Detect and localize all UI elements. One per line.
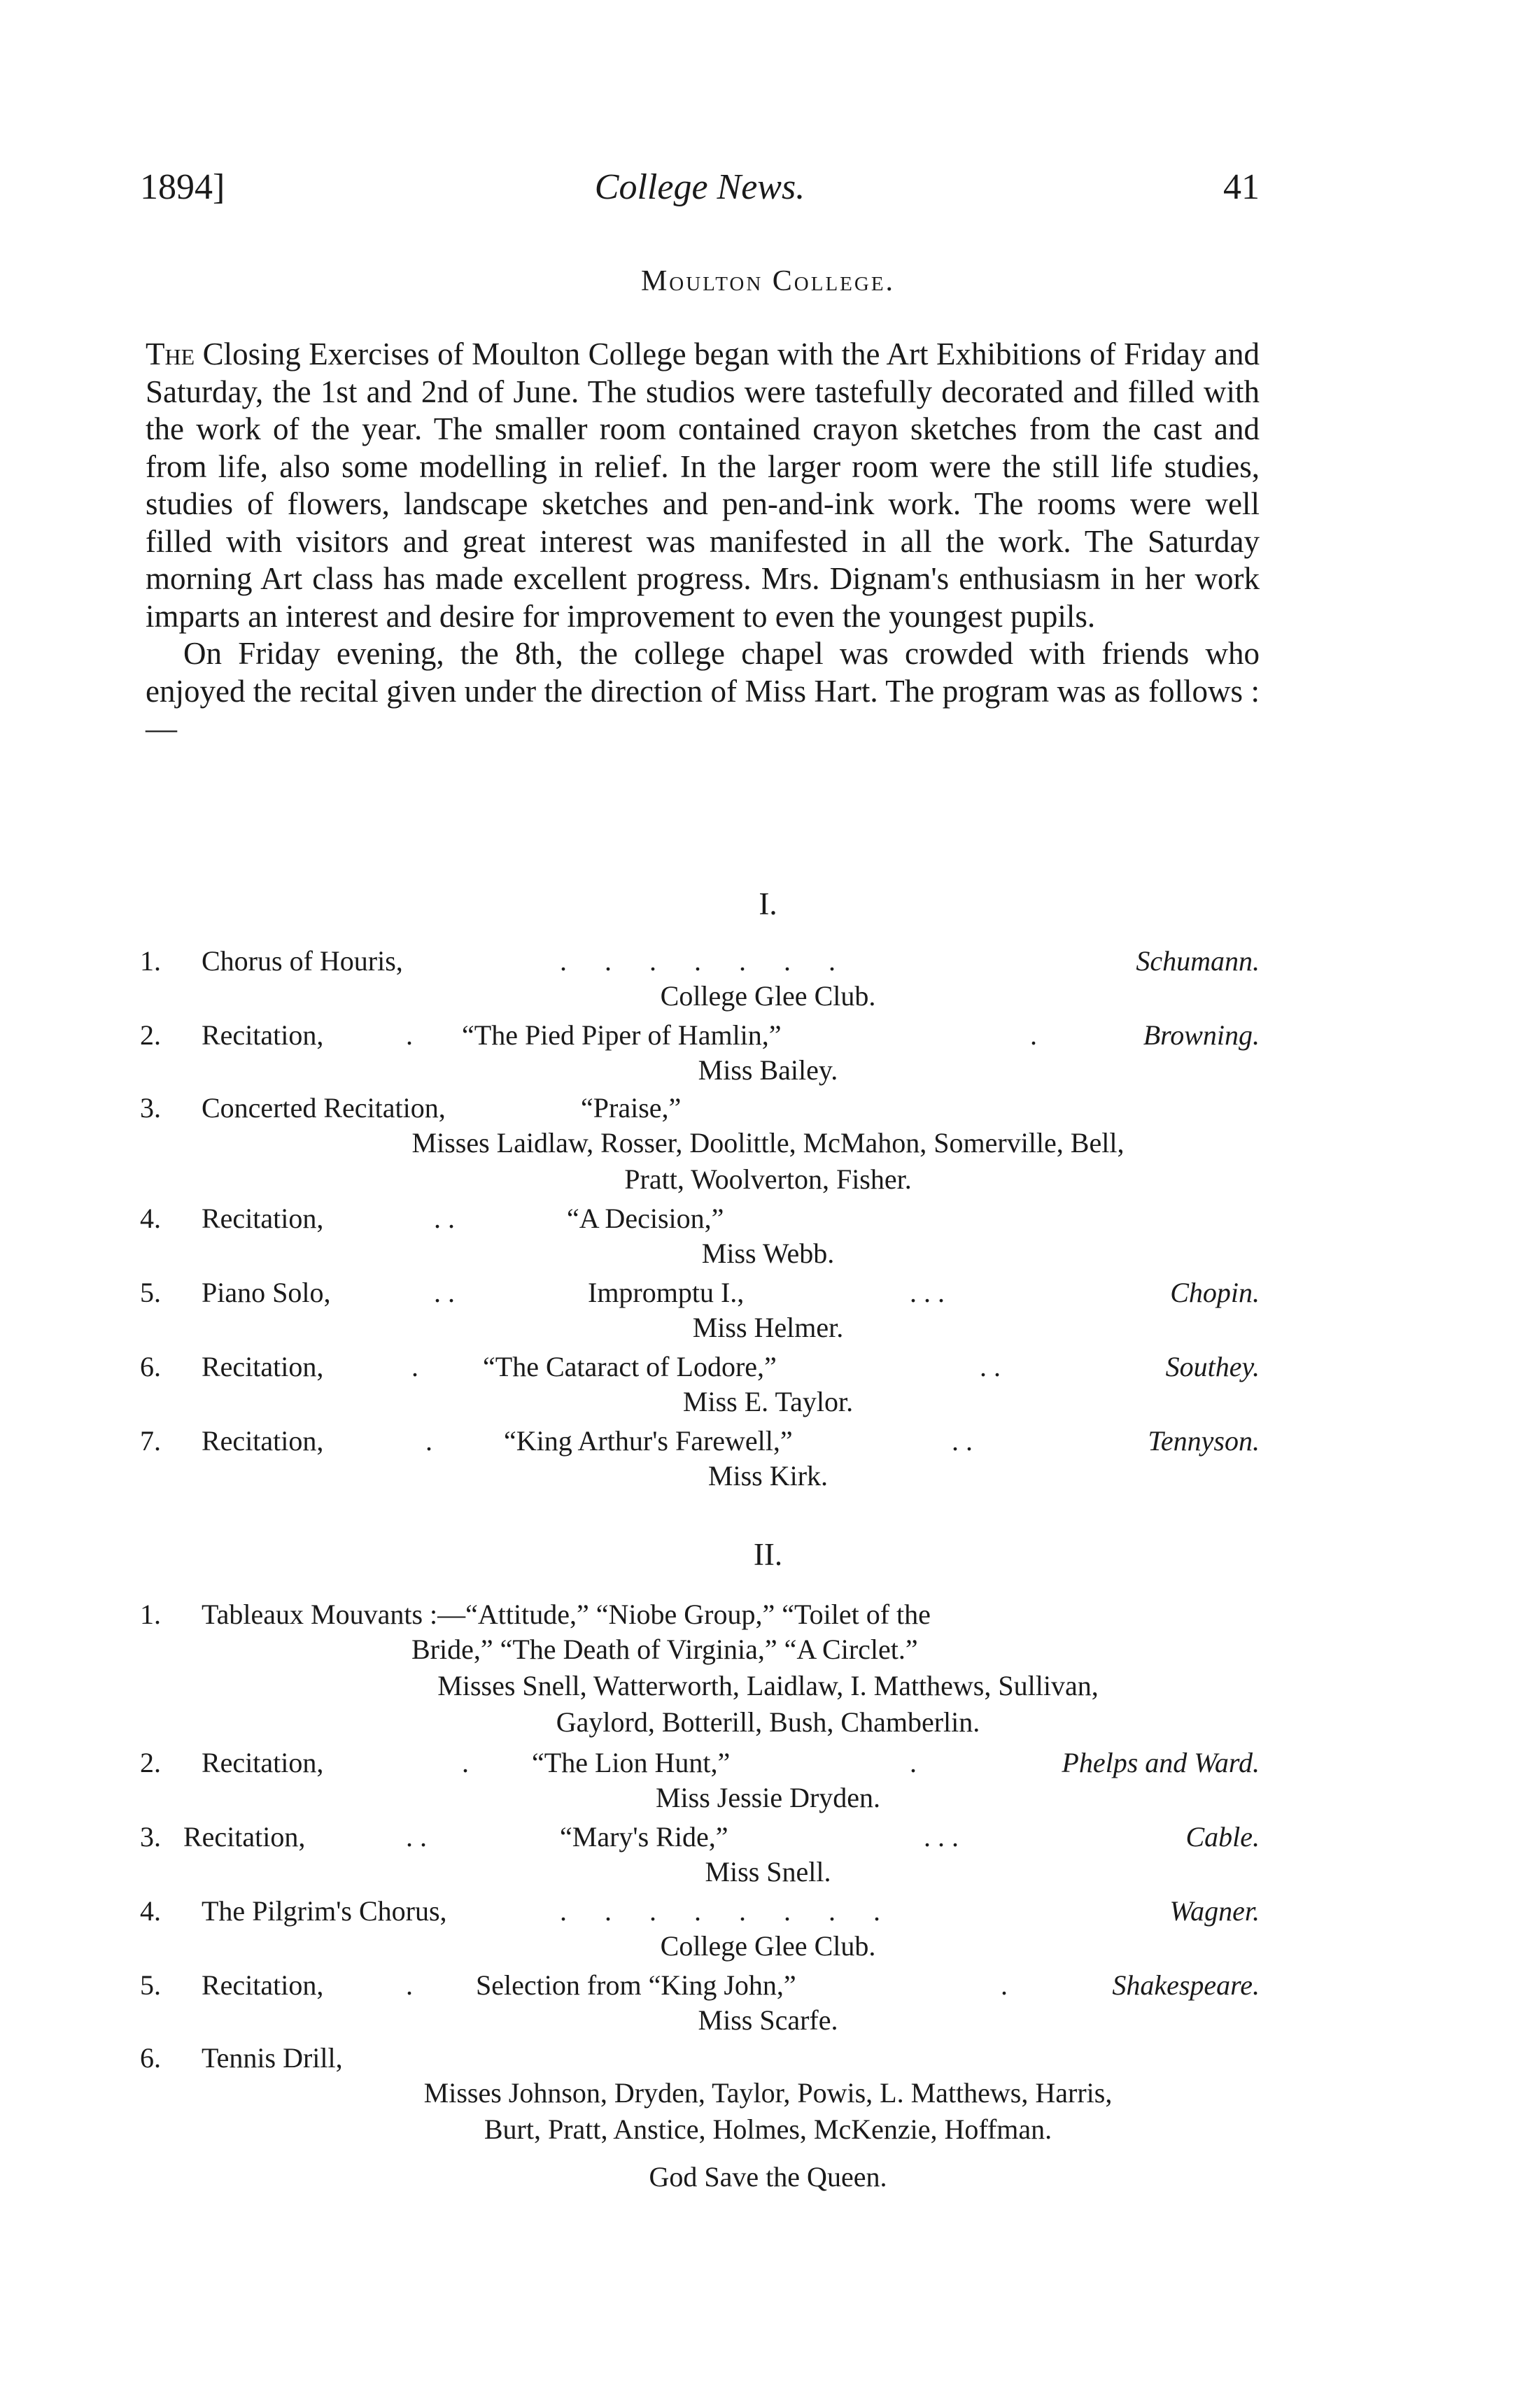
item-number: 4. bbox=[140, 1895, 161, 1927]
paragraph: On Friday evening, the 8th, the college chapel was crowded with friends who enjoyed the recital given under the direction of Miss Hart. The program was as follows :— bbox=[146, 636, 1260, 746]
item-number: 2. bbox=[140, 1019, 161, 1051]
program-item bbox=[140, 1743, 1260, 1783]
leader-dots: . . bbox=[434, 1203, 455, 1234]
leader-dots: . . bbox=[406, 1821, 427, 1853]
closing-line: God Save the Queen. bbox=[649, 2161, 887, 2193]
program-item bbox=[140, 1818, 1260, 1857]
piece-title: “Praise,” bbox=[581, 1092, 682, 1124]
piece-name: Recitation, bbox=[202, 1969, 324, 2001]
performer: Misses Johnson, Dryden, Taylor, Powis, L. Matthews, Harris, bbox=[423, 2077, 1113, 2109]
performer: Gaylord, Botterill, Bush, Chamberlin. bbox=[556, 1706, 980, 1738]
performer: Pratt, Woolverton, Fisher. bbox=[624, 1163, 912, 1195]
performer: Miss Webb. bbox=[701, 1238, 835, 1269]
leader-dots: . bbox=[1001, 1969, 1008, 2001]
paragraph-text: Closing Exercises of Moulton College began with the Art Exhibitions of Friday and Saturday, the 1st and 2nd of June. The studios were tastefully decorated and filled with the work of the year. The smaller room contained crayon sketches from the cast and from life, also some modelling in relief. In the larger room were the still life studies, studies of flowers, landscape sketches and pen-and-ink work. The rooms were well filled with visitors and great interest was manifested in all the work. The Saturday morning Art class has made excellent progress. Mrs. Dignam's enthusiasm in her work imparts an interest and desire for improvement to even the youngest pupils. bbox=[146, 337, 1260, 634]
program-item bbox=[140, 2039, 1260, 2078]
composer: Cable. bbox=[1185, 1821, 1260, 1853]
program-item bbox=[140, 1199, 1260, 1238]
leader-dots: . . bbox=[434, 1277, 455, 1308]
program-item-continued bbox=[140, 1630, 1260, 1669]
piece-title: “King Arthur's Farewell,” bbox=[504, 1425, 793, 1457]
program-part-title: I. bbox=[759, 886, 777, 921]
piece-title: “A Decision,” bbox=[567, 1203, 724, 1234]
piece-title: “The Pied Piper of Hamlin,” bbox=[462, 1019, 782, 1051]
leader-dots: . . . . . . . bbox=[560, 945, 851, 977]
piece-name: Tableaux Mouvants :—“Attitude,” “Niobe Group,” “Toilet of the bbox=[202, 1599, 931, 1630]
leader-dots: . bbox=[1030, 1019, 1037, 1051]
item-number: 5. bbox=[140, 1969, 161, 2001]
program-item bbox=[140, 1422, 1260, 1461]
piece-name: Recitation, bbox=[202, 1425, 324, 1457]
performer: Miss Jessie Dryden. bbox=[655, 1782, 881, 1813]
item-number: 3. bbox=[140, 1821, 161, 1853]
piece-name: Concerted Recitation, bbox=[202, 1092, 446, 1124]
piece-title: “The Lion Hunt,” bbox=[532, 1747, 731, 1778]
composer: Chopin. bbox=[1170, 1277, 1260, 1308]
piece-name: Tennis Drill, bbox=[202, 2042, 343, 2074]
program-part-title: II. bbox=[753, 1537, 783, 1572]
piece-name: Piano Solo, bbox=[202, 1277, 331, 1308]
item-number: 7. bbox=[140, 1425, 161, 1457]
performer: Miss E. Taylor. bbox=[682, 1386, 854, 1417]
program-item bbox=[140, 942, 1260, 981]
journal-title: College News. bbox=[594, 167, 805, 207]
leader-dots: . bbox=[406, 1019, 413, 1051]
leader-dots: . . . bbox=[924, 1821, 959, 1853]
performer: Miss Helmer. bbox=[692, 1312, 844, 1343]
leader-dots: . bbox=[910, 1747, 917, 1778]
piece-title: Selection from “King John,” bbox=[476, 1969, 796, 2001]
paragraph bbox=[146, 336, 1260, 635]
composer: Shakespeare. bbox=[1112, 1969, 1260, 2001]
composer: Wagner. bbox=[1169, 1895, 1260, 1927]
leader-dots: . . bbox=[980, 1351, 1001, 1382]
piece-name: Chorus of Houris, bbox=[202, 945, 403, 977]
program-item bbox=[140, 1347, 1260, 1387]
item-number: 1. bbox=[140, 1599, 161, 1630]
composer: Browning. bbox=[1143, 1019, 1260, 1051]
leader-dots: . . . . . . . . bbox=[560, 1895, 896, 1927]
performer: Misses Snell, Watterworth, Laidlaw, I. Matthews, Sullivan, bbox=[437, 1670, 1099, 1701]
item-number: 6. bbox=[140, 1351, 161, 1382]
performer: Miss Kirk. bbox=[707, 1460, 829, 1492]
item-number: 2. bbox=[140, 1747, 161, 1778]
leader-dots: . bbox=[411, 1351, 418, 1382]
piece-title: “Mary's Ride,” bbox=[560, 1821, 728, 1853]
section-title: Moulton College. bbox=[640, 265, 896, 297]
article-body bbox=[146, 336, 1260, 748]
leader-dots: . bbox=[425, 1425, 432, 1457]
program-item bbox=[140, 1089, 1260, 1128]
composer: Schumann. bbox=[1136, 945, 1260, 977]
leader-dots: . . bbox=[952, 1425, 973, 1457]
piece-name: The Pilgrim's Chorus, bbox=[202, 1895, 447, 1927]
leader-dots: . . . bbox=[910, 1277, 945, 1308]
year-label: 1894] bbox=[140, 167, 225, 207]
lead-word: The bbox=[146, 337, 195, 371]
leader-dots: . bbox=[406, 1969, 413, 2001]
composer: Southey. bbox=[1165, 1351, 1260, 1382]
program-item bbox=[140, 1966, 1260, 2005]
program-item bbox=[140, 1016, 1260, 1055]
piece-name: Recitation, bbox=[202, 1203, 324, 1234]
performer: Burt, Pratt, Anstice, Holmes, McKenzie, Hoffman. bbox=[484, 2113, 1052, 2145]
item-number: 6. bbox=[140, 2042, 161, 2074]
performer: Miss Snell. bbox=[705, 1856, 831, 1888]
performer: Miss Scarfe. bbox=[698, 2004, 838, 2036]
program-item bbox=[140, 1892, 1260, 1931]
performer: College Glee Club. bbox=[660, 980, 876, 1012]
composer: Phelps and Ward. bbox=[1062, 1747, 1260, 1778]
performer: College Glee Club. bbox=[660, 1930, 876, 1962]
piece-name: Recitation, bbox=[183, 1821, 306, 1853]
piece-name: Recitation, bbox=[202, 1747, 324, 1778]
item-number: 5. bbox=[140, 1277, 161, 1308]
item-number: 1. bbox=[140, 945, 161, 977]
program-item bbox=[140, 1595, 1260, 1634]
running-head bbox=[140, 167, 1260, 222]
item-number: 3. bbox=[140, 1092, 161, 1124]
performer: Misses Laidlaw, Rosser, Doolittle, McMahon, Somerville, Bell, bbox=[411, 1127, 1125, 1159]
piece-title: “The Cataract of Lodore,” bbox=[483, 1351, 777, 1382]
piece-name: Recitation, bbox=[202, 1351, 324, 1382]
program-item bbox=[140, 1273, 1260, 1312]
page-number: 41 bbox=[1223, 167, 1260, 207]
piece-name: Bride,” “The Death of Virginia,” “A Circlet.” bbox=[411, 1634, 918, 1665]
piece-name: Recitation, bbox=[202, 1019, 324, 1051]
piece-title: Impromptu I., bbox=[588, 1277, 745, 1308]
item-number: 4. bbox=[140, 1203, 161, 1234]
composer: Tennyson. bbox=[1148, 1425, 1260, 1457]
leader-dots: . bbox=[462, 1747, 469, 1778]
performer: Miss Bailey. bbox=[698, 1054, 838, 1086]
